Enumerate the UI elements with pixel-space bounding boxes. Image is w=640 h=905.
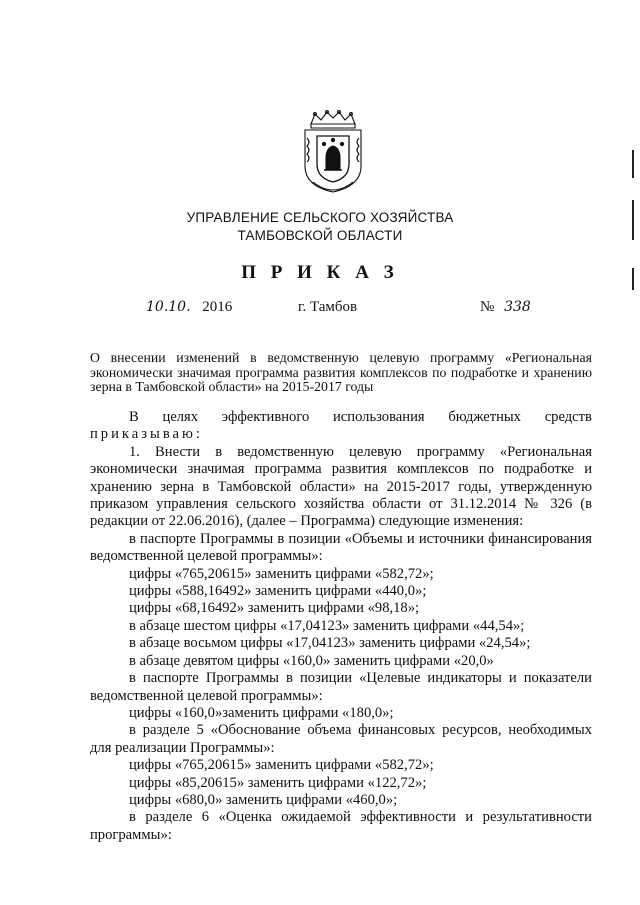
body-paragraph: в паспорте Программы в позиции «Объемы и источники финансирования ведомственной целевой программы»:: [90, 530, 592, 565]
body-paragraph: цифры «680,0» заменить цифрами «460,0»;: [129, 791, 398, 808]
body-paragraph: цифры «765,20615» заменить цифрами «582,72»;: [129, 757, 434, 774]
body-paragraph: цифры «765,20615» заменить цифрами «582,72»;: [129, 565, 434, 582]
body-paragraph: цифры «68,16492» заменить цифрами «98,18»;: [129, 600, 420, 617]
body-paragraph: в абзаце шестом цифры «17,04123» заменить цифрами «44,54»;: [129, 617, 525, 634]
body-paragraph: в разделе 5 «Обоснование объема финансовых ресурсов, необходимых для реализации Программы»:: [90, 722, 592, 756]
intro-word: использования: [332, 409, 425, 425]
body-paragraph: в паспорте Программы в позиции «Целевые индикаторы и показатели ведомственной целевой программы»:: [90, 670, 592, 704]
body-paragraph: цифры «85,20615» заменить цифрами «122,72»;: [129, 774, 427, 791]
coat-of-arms-emblem: [299, 108, 367, 194]
intro-word: В: [129, 409, 139, 425]
order-body: [90, 409, 592, 844]
intro-word: эффективного: [221, 409, 310, 425]
body-paragraph: цифры «160,0»заменить цифрами «180,0»;: [129, 704, 394, 721]
order-number: [480, 299, 531, 316]
number-label: №: [480, 299, 495, 315]
intro-word: средств: [544, 409, 592, 425]
body-paragraph: 1. Внести в ведомственную целевую программу «Региональная экономически значимая программа развития комплексов по подработке и хранению зерна в Тамбовской области» на 2015-2017 годы, утвержденную приказом управления сельского хозяйства области от 31.12.2014 № 326 (в редакции от 22.06.2016), (далее – Программа) следующие изменения:: [90, 443, 592, 530]
organization-name-line2: ТАМБОВСКОЙ ОБЛАСТИ: [237, 228, 403, 243]
order-word: приказываю:: [90, 426, 203, 443]
order-city: г. Тамбов: [298, 299, 358, 315]
intro-word: целях: [162, 409, 199, 425]
body-paragraph: в разделе 6 «Оценка ожидаемой эффективности и результативности программы»:: [90, 809, 592, 843]
handwritten-date: 10.10.: [146, 299, 191, 315]
intro-line: [90, 409, 592, 426]
handwritten-number: 338: [504, 299, 531, 315]
order-subject: О внесении изменений в ведомственную целевую программу «Региональная экономически значимая программа развития комплексов по подработке и хранению зерна в Тамбовской области» на 2015-2017 годы: [90, 350, 592, 394]
order-year: 2016: [202, 299, 233, 315]
body-paragraph: в абзаце девятом цифры «160,0» заменить цифрами «20,0»: [129, 652, 494, 669]
document-title: П Р И К А З: [241, 262, 399, 283]
scan-edge-mark: [632, 150, 634, 178]
body-paragraph: в абзаце восьмом цифры «17,04123» заменить цифрами «24,54»;: [129, 635, 531, 652]
order-date: [146, 299, 232, 316]
organization-name-line1: УПРАВЛЕНИЕ СЕЛЬСКОГО ХОЗЯЙСТВА: [186, 210, 454, 225]
order-word-line: [90, 426, 592, 443]
body-paragraph: цифры «588,16492» заменить цифрами «440,0»;: [129, 583, 427, 600]
intro-word: бюджетных: [448, 409, 521, 425]
